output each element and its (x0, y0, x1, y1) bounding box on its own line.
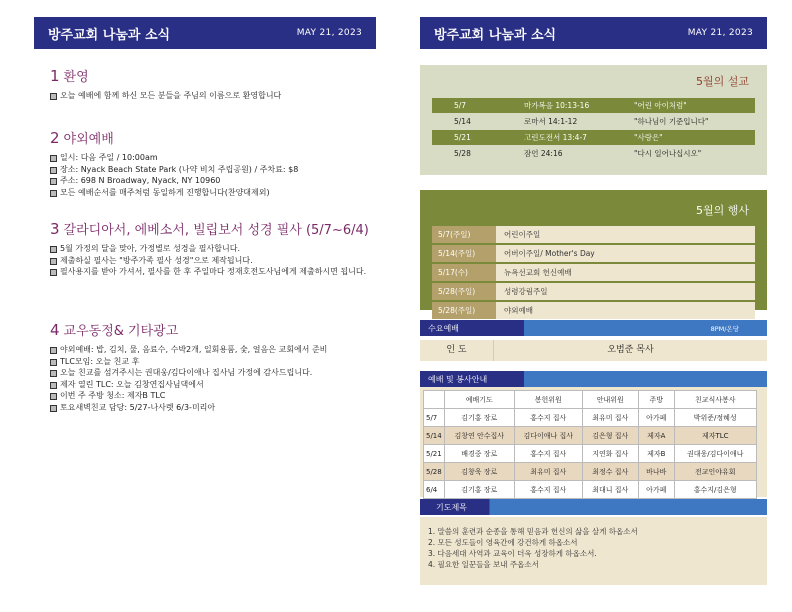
service-guide-label: 예배 및 봉사안내 (428, 374, 488, 384)
table-cell: 박위준/정혜성 (674, 409, 756, 427)
sermon-title: "사랑은" (634, 133, 663, 142)
sermon-schedule-title: 5월의 설교 (696, 75, 749, 88)
sermon-date: 5/28 (454, 149, 471, 158)
table-cell: 홍수지 집사 (514, 481, 582, 499)
section-title: 교우동정& 기타광고 (63, 324, 179, 339)
event-date: 5/14(주일) (432, 245, 496, 262)
list-item: 제자 열린 TLC: 오늘 김창연집사님댁에서 (50, 379, 380, 391)
service-guide-bar (420, 371, 767, 387)
table-cell: 제자A (638, 427, 674, 445)
event-row (432, 264, 755, 281)
list-item: TLC모임: 오늘 친교 후 (50, 356, 380, 368)
section-number: 3 (50, 220, 60, 238)
list-item: 장소: Nyack Beach State Park (나약 비치 주립공원) / 주차료: $8 (50, 164, 380, 176)
list-item: 토요새벽친교 담당: 5/27-나사렛 6/3-미리아 (50, 402, 380, 414)
sermon-row (432, 114, 755, 129)
table-cell: 김창욱 장로 (444, 463, 514, 481)
section-number: 2 (50, 129, 60, 147)
list-item: 모든 예배순서를 매주처럼 동일하게 진행합니다(찬양대제외) (50, 187, 380, 199)
service-guide (420, 387, 767, 497)
table-cell: 최정수 집사 (582, 463, 638, 481)
page-date: MAY 21, 2023 (296, 28, 362, 38)
section-title: 야외예배 (63, 132, 114, 147)
table-cell: 최대니 집사 (582, 481, 638, 499)
list-item: 5월 가정의 달을 맞아, 가정별로 성경을 필사합니다. (50, 243, 380, 255)
prayer-list (420, 517, 767, 585)
section-number: 4 (50, 321, 60, 339)
prayer-item: 1. 말씀의 훈련과 순종을 통해 믿음과 헌신의 삶을 살게 하옵소서 (428, 527, 638, 536)
event-schedule-title: 5월의 행사 (696, 204, 749, 217)
prayer-label: 기도제목 (436, 502, 467, 512)
table-cell: 홍수지 집사 (514, 409, 582, 427)
sermon-schedule (420, 65, 767, 175)
event-row (432, 245, 755, 262)
prayer-bar (420, 499, 767, 515)
left-header (34, 17, 376, 49)
sermon-passage: 잠언 24:16 (524, 149, 563, 158)
table-cell: 제자B (638, 445, 674, 463)
table-row (424, 445, 757, 463)
section-welcome (50, 66, 380, 102)
section-title: 갈라디아서, 에베소서, 빌립보서 성경 필사 (5/7~6/4) (63, 223, 369, 238)
table-row (424, 409, 757, 427)
prayer-item: 3. 다음세대 사역과 교육이 더욱 성장하게 하옵소서. (428, 549, 597, 558)
table-header (424, 391, 445, 409)
section-outdoor-service (50, 128, 380, 198)
table-header: 친교식사봉사 (674, 391, 756, 409)
table-cell: 김기홍 장로 (444, 481, 514, 499)
list-item: 제출하실 필사는 "방주가족 필사 성경"으로 제작됩니다. (50, 255, 380, 267)
event-name: 어린이주일 (496, 226, 755, 243)
page-title: 방주교회 나눔과 소식 (48, 27, 171, 43)
event-name: 성령강림주일 (496, 283, 755, 300)
table-header-row (424, 391, 757, 409)
table-cell: 바나바 (638, 463, 674, 481)
event-row (432, 302, 755, 319)
sermon-passage: 고린도전서 13:4-7 (524, 133, 587, 142)
list-item: 야외예배: 밥, 김치, 물, 음료수, 수박2개, 일회용품, 숯, 얼음은 교회에서 준비 (50, 344, 380, 356)
table-cell: 배경중 장로 (444, 445, 514, 463)
service-table (423, 390, 757, 499)
event-schedule (420, 190, 767, 315)
table-cell: 5/28 (424, 463, 445, 481)
table-cell: 5/7 (424, 409, 445, 427)
list-item: 오늘 예배에 함께 하신 모든 분들을 주님의 이름으로 환영합니다 (50, 90, 380, 102)
table-row (424, 427, 757, 445)
table-row (424, 481, 757, 499)
sermon-row (432, 146, 755, 161)
event-name: 야외예배 (496, 302, 755, 319)
sermon-passage: 마가복음 10:13-16 (524, 101, 590, 110)
list-item: 필사용지를 받아 가셔서, 필사를 한 후 주일마다 정재호전도사님에게 제출하시면 됩니다. (50, 266, 380, 278)
list-item: 오늘 친교를 섬겨주시는 권대웅/김다이애나 집사님 가정에 감사드립니다. (50, 367, 380, 379)
table-cell: 최유미 집사 (582, 409, 638, 427)
prayer-item: 4. 필요한 일꾼들을 보내 주옵소서 (428, 560, 539, 569)
table-header: 봉헌위원 (514, 391, 582, 409)
table-cell: 제자TLC (674, 427, 756, 445)
table-row (424, 463, 757, 481)
table-header: 주방 (638, 391, 674, 409)
page-date: MAY 21, 2023 (687, 28, 753, 38)
leader-label: 인 도 (420, 340, 494, 361)
table-cell: 아가페 (638, 481, 674, 499)
table-cell: 김다이애나 집사 (514, 427, 582, 445)
event-date: 5/17(수) (432, 264, 496, 281)
table-header: 예배기도 (444, 391, 514, 409)
event-name: 뉴욕선교회 헌신예배 (496, 264, 755, 281)
sermon-date: 5/14 (454, 117, 471, 126)
event-date: 5/28(주일) (432, 302, 496, 319)
sermon-title: "다시 일어나십시오" (634, 149, 702, 158)
list-item: 일시: 다음 주일 / 10:00am (50, 152, 380, 164)
event-row (432, 226, 755, 243)
page-title: 방주교회 나눔과 소식 (434, 27, 557, 43)
table-cell: 지연화 집사 (582, 445, 638, 463)
list-item: 주소: 698 N Broadway, Nyack, NY 10960 (50, 175, 380, 187)
table-cell: 5/21 (424, 445, 445, 463)
event-row (432, 283, 755, 300)
sermon-row (432, 130, 755, 145)
sermon-title: "어린 아이처럼" (634, 101, 687, 110)
wednesday-service-bar (420, 320, 767, 336)
table-cell: 아가페 (638, 409, 674, 427)
sermon-title: "하나님이 기준입니다" (634, 117, 709, 126)
table-cell: 홍수지/김은형 (674, 481, 756, 499)
section-title: 환영 (63, 70, 89, 85)
event-name: 어버이주일/ Mother's Day (496, 245, 755, 262)
sermon-date: 5/7 (454, 101, 467, 110)
table-cell: 권대웅/김다이애나 (674, 445, 756, 463)
event-date: 5/7(주일) (432, 226, 496, 243)
wednesday-service-time: 8PM/온당 (710, 324, 739, 333)
section-announcements (50, 320, 380, 413)
event-date: 5/28(주일) (432, 283, 496, 300)
list-item: 이번 주 주방 청소: 제자B TLC (50, 390, 380, 402)
table-cell: 5/14 (424, 427, 445, 445)
leader-name: 오범준 목사 (607, 345, 654, 355)
table-header: 안내위원 (582, 391, 638, 409)
table-cell: 최유미 집사 (514, 463, 582, 481)
sermon-date: 5/21 (454, 133, 471, 142)
sermon-passage: 로마서 14:1-12 (524, 117, 578, 126)
table-cell: 김창연 안수집사 (444, 427, 514, 445)
wednesday-service-label: 수요예배 (428, 323, 459, 333)
table-cell: 김기홍 장로 (444, 409, 514, 427)
sermon-row (432, 98, 755, 113)
table-cell: 6/4 (424, 481, 445, 499)
table-cell: 전교인야유회 (674, 463, 756, 481)
prayer-item: 2. 모든 성도들이 영육간에 강건하게 하옵소서 (428, 538, 578, 547)
wednesday-leader (420, 340, 767, 361)
section-bible-transcription (50, 219, 380, 278)
table-cell: 김은형 집사 (582, 427, 638, 445)
right-header (420, 17, 767, 49)
table-cell: 홍수지 집사 (514, 445, 582, 463)
section-number: 1 (50, 67, 60, 85)
